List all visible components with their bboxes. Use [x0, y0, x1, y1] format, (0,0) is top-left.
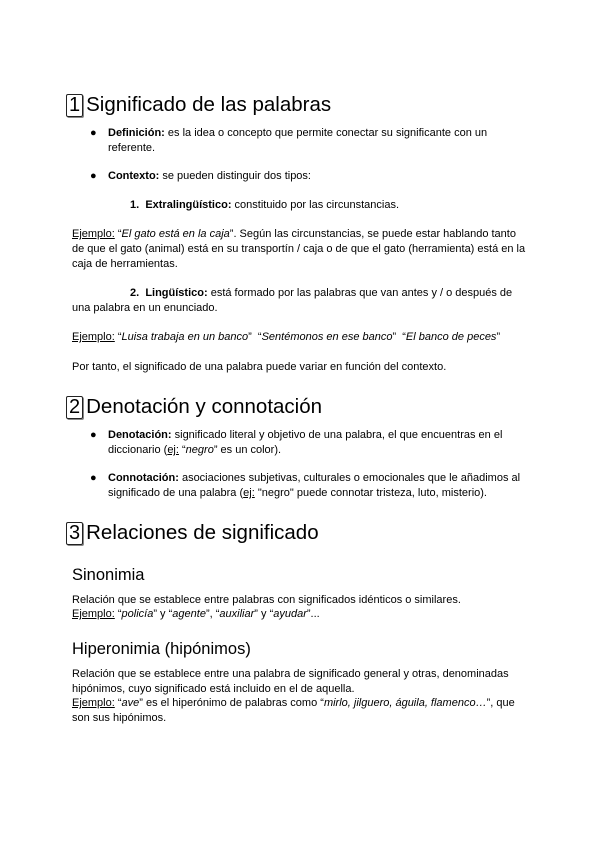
section-number-box: 3	[66, 522, 83, 545]
definition-text: constituido por las circunstancias.	[231, 199, 400, 211]
bullet-connotacion	[108, 471, 528, 501]
term: Connotación:	[108, 472, 179, 484]
section-title: Denotación y connotación	[86, 395, 323, 418]
definition-text: está formado por las palabras que van antes y / o después de una palabra en un enunciado.	[72, 287, 513, 314]
term: Extralingüístico:	[145, 199, 232, 211]
section-title: Relaciones de significado	[86, 521, 319, 544]
section-title: Significado de las palabras	[86, 93, 332, 116]
bullet-denotacion	[108, 428, 518, 458]
example-quote: El gato está en la caja	[121, 228, 230, 240]
section-number-box: 2	[66, 396, 83, 419]
bullet-icon: ●	[90, 170, 97, 182]
term: Denotación:	[108, 429, 172, 441]
example-word: policía	[121, 608, 154, 620]
ej-label: ej:	[167, 444, 179, 456]
bullet-icon: ●	[90, 127, 97, 139]
section-3-heading	[66, 521, 319, 545]
numbered-item-linguistico	[72, 286, 528, 316]
hiperonimia-example: Ejemplo: “ave” es el hiperónimo de palabras como “mirlo, jilguero, águila, flamenco…”, que son sus hipónimos.	[72, 697, 515, 724]
example-label: Ejemplo:	[72, 331, 115, 343]
example-label: Ejemplo:	[72, 608, 115, 620]
item-number: 2.	[130, 287, 140, 299]
numbered-item-extralinguistico	[130, 198, 530, 213]
definition-text: se pueden distinguir dos tipos:	[159, 170, 311, 182]
bullet-definicion	[108, 126, 508, 156]
section-2-heading	[66, 395, 322, 419]
example-quote: Luisa trabaja en un banco	[121, 331, 249, 343]
definition-text: significado literal y objetivo de una palabra, el que encuentras en el diccionario (	[108, 429, 503, 456]
example-paragraph-2: Ejemplo: “Luisa trabaja en un banco” “Sentémonos en ese banco” “El banco de peces”	[72, 331, 501, 343]
ellipsis: ...	[310, 608, 320, 620]
example-list: mirlo, jilguero, águila, flamenco…	[323, 697, 487, 709]
example-word: agente	[172, 608, 206, 620]
bullet-icon: ●	[90, 429, 97, 441]
example-paragraph-1	[72, 227, 528, 272]
definition-text: asociaciones subjetivas, culturales o emocionales que le añadimos al significado de una palabra (	[108, 472, 521, 499]
conclusion-paragraph: Por tanto, el significado de una palabra puede variar en función del contexto.	[72, 361, 447, 373]
definition-text-end: "negro" puede connotar tristeza, luto, misterio).	[254, 487, 487, 499]
quote-open: “	[114, 228, 122, 240]
example-text-end: ”, que son sus hipónimos.	[72, 697, 515, 724]
example-quote: Sentémonos en ese banco	[261, 331, 393, 343]
example-label: Ejemplo:	[72, 697, 115, 709]
example-quote: El banco de peces	[405, 331, 497, 343]
section-1-heading	[66, 93, 331, 117]
section-number-box: 1	[66, 94, 83, 117]
bullet-contexto	[108, 169, 528, 184]
example-text: ” es el hiperónimo de palabras como “	[139, 697, 324, 709]
example-word: ave	[121, 697, 140, 709]
subheading-hiperonimia: Hiperonimia (hipónimos)	[72, 640, 251, 658]
quote-open: “	[178, 444, 186, 456]
conjunction: y	[257, 608, 270, 620]
example-label: Ejemplo:	[72, 228, 115, 240]
sinonimia-definition: Relación que se establece entre palabras con significados idénticos o similares.	[72, 594, 461, 606]
item-number: 1.	[130, 199, 140, 211]
ej-label: ej:	[243, 487, 255, 499]
term: Lingüístico:	[145, 287, 208, 299]
bullet-icon: ●	[90, 472, 97, 484]
hiperonimia-definition: Relación que se establece entre una palabra de significado general y otras, denominadas hipónimos, cuyo significado está incluido en el de aquella.	[72, 668, 509, 695]
example-text: ”. Según las circunstancias, se puede estar hablando tanto de que el gato (animal) está en su transportín / caja o de que el gato (herramienta) está en la caja de herramientas.	[72, 228, 526, 270]
sinonimia-example: Ejemplo: “policía” y “agente”, “auxiliar” y “ayudar”...	[72, 608, 320, 620]
conjunction: y	[157, 608, 169, 620]
definition-text: es la idea o concepto que permite conectar su significante con un referente.	[108, 127, 488, 154]
example-word: ayudar	[273, 608, 307, 620]
example-word: auxiliar	[219, 608, 255, 620]
subheading-sinonimia: Sinonimia	[72, 566, 145, 584]
example-word: negro	[185, 444, 214, 456]
term: Definición:	[108, 127, 165, 139]
term: Contexto:	[108, 170, 160, 182]
definition-text-end: ” es un color).	[213, 444, 282, 456]
